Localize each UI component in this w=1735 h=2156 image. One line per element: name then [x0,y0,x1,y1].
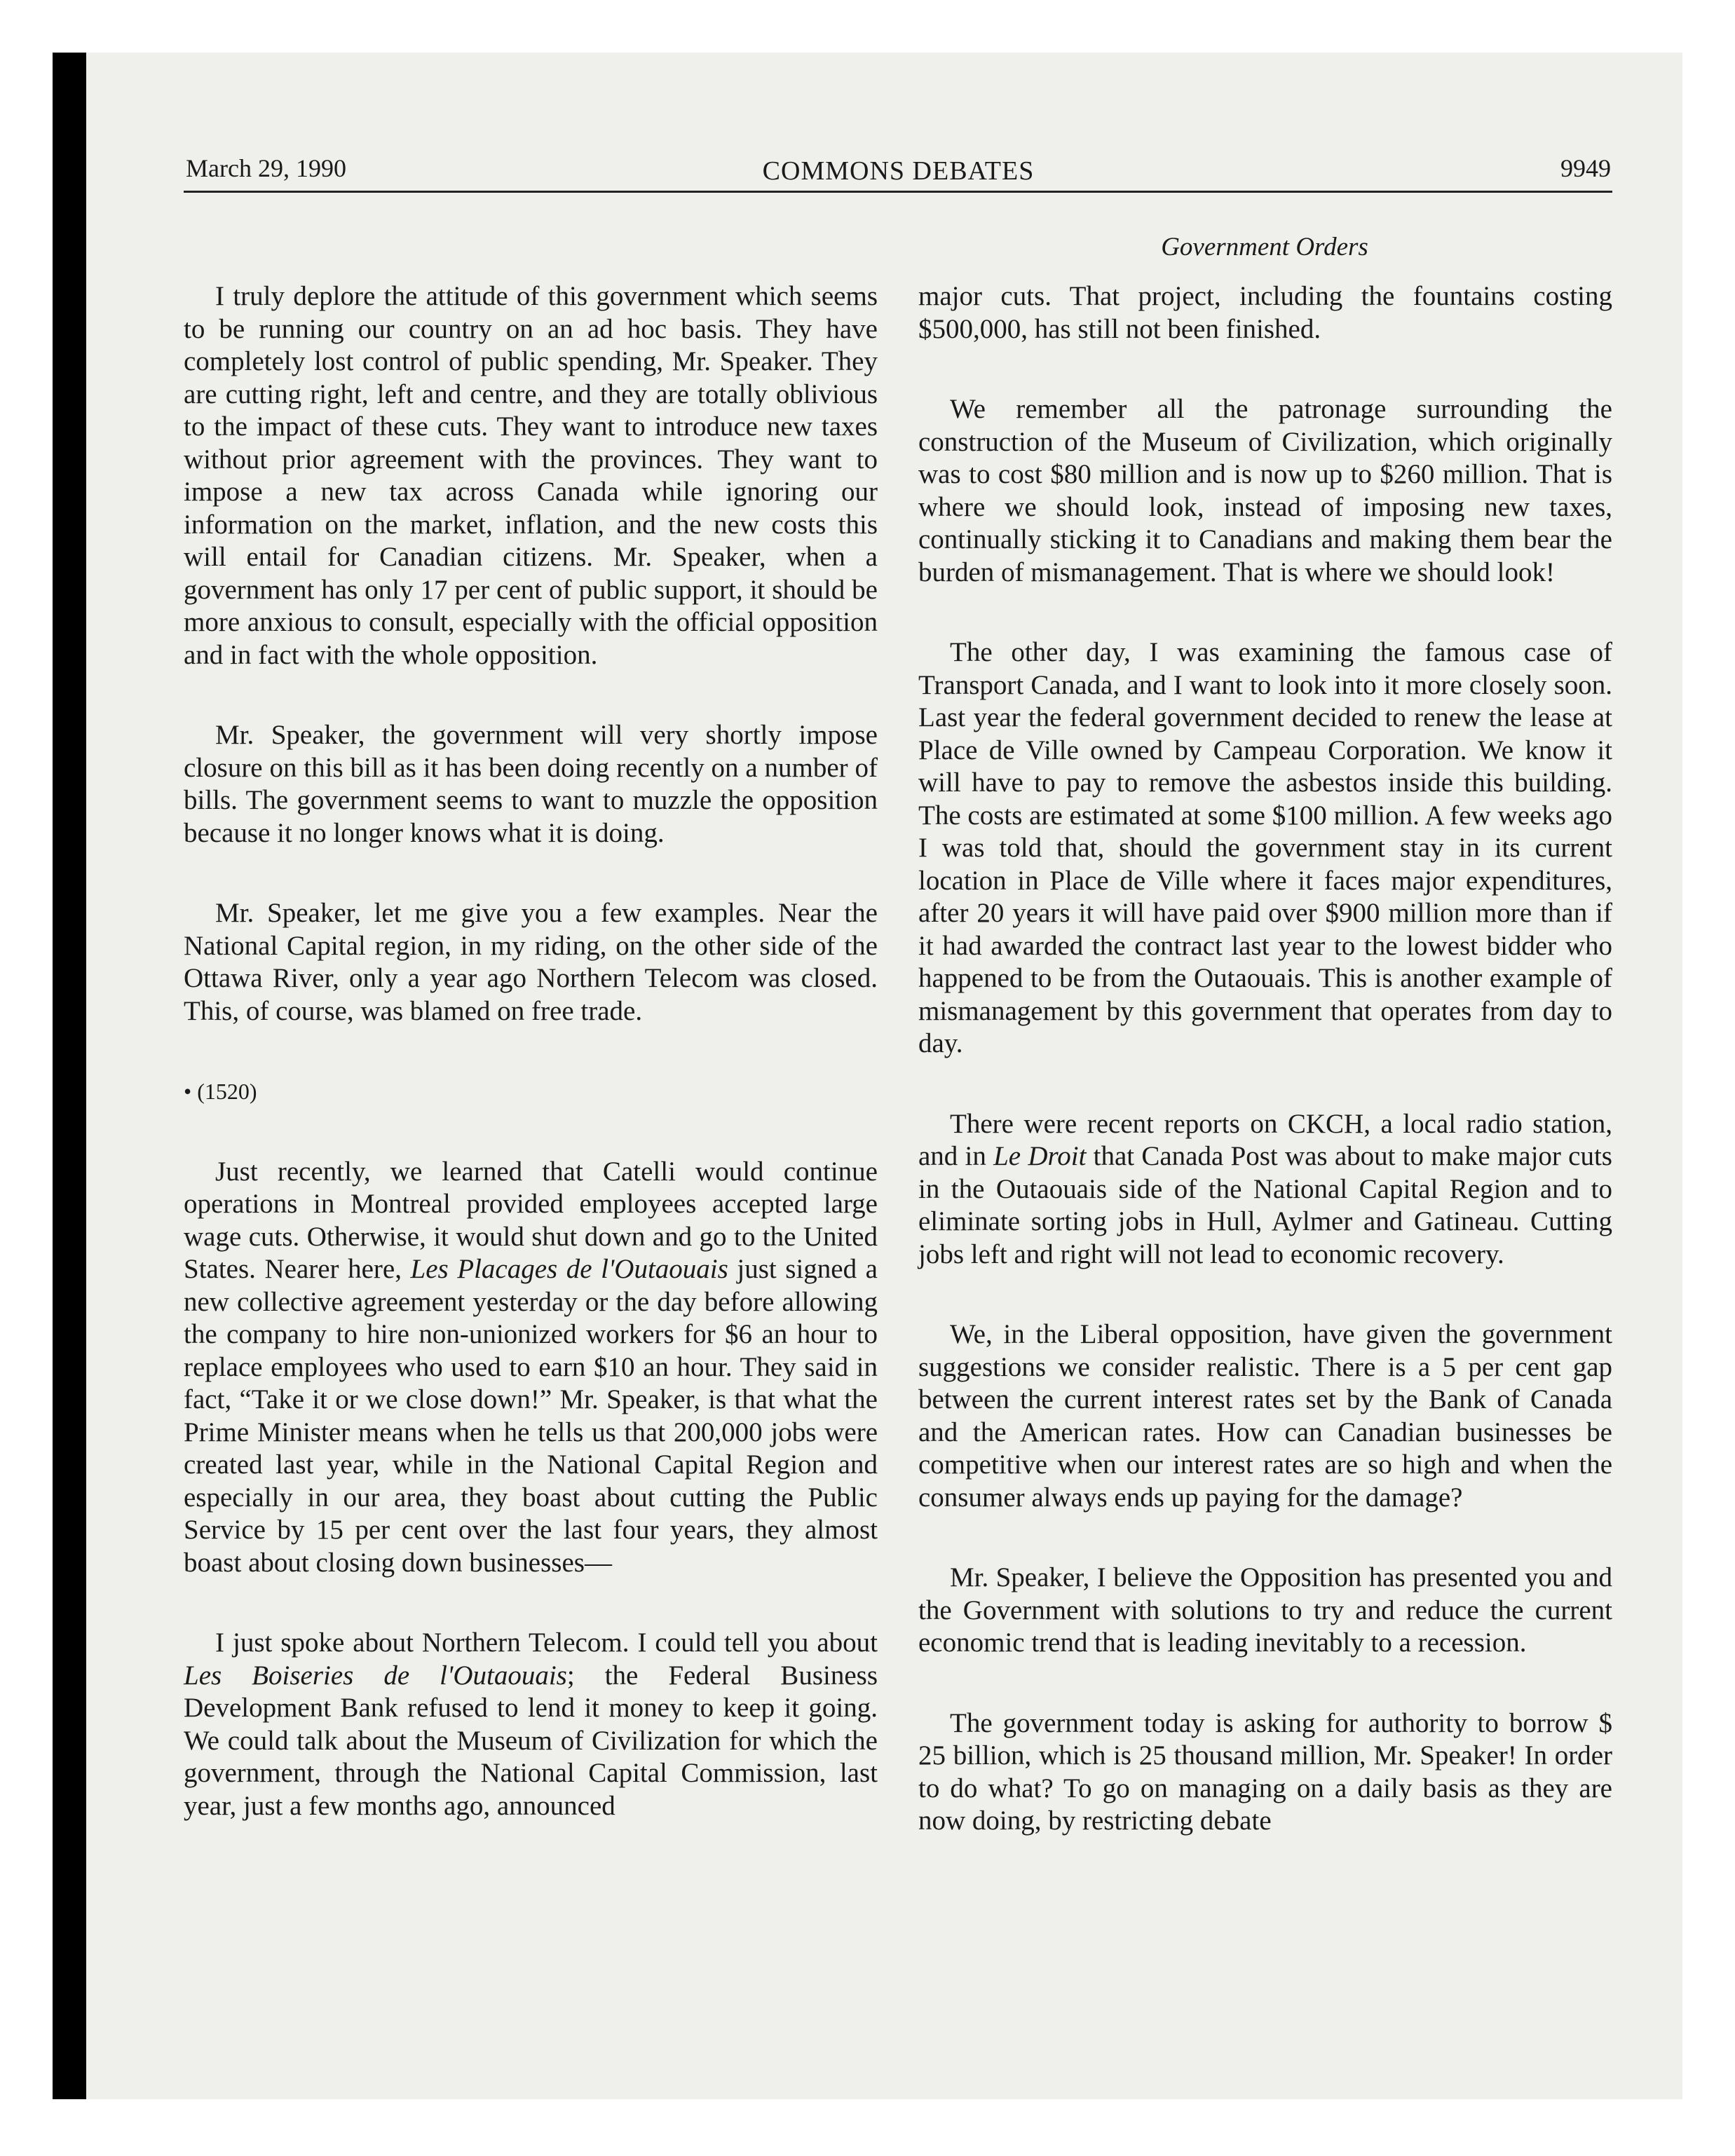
text-run: I just spoke about Northern Telecom. I could tell you about [215,1628,878,1658]
paragraph: We remember all the patronage surrounding the construction of the Museum of Civilization, which originally was to cost $80 million and is now up to $260 million. That is where we should look, instead of imposing new taxes, continually sticking it to Canadians and making them bear the burden of mismanagement. That is where we should look! [918,394,1612,587]
paragraph [918,1108,1612,1271]
header-rule [184,191,1612,193]
header-date: March 29, 1990 [186,154,346,182]
left-column [184,280,878,1870]
paragraph: We, in the Liberal opposition, have given the government suggestions we consider realistic. There is a 5 per cent gap between the current interest rates set by the Bank of Canada and the American rates. How can Canadian businesses be competitive when our interest rates are so high and when the consumer always ends up paying for the damage? [918,1319,1612,1513]
time-marker: • (1520) [184,1079,257,1104]
section-heading: Government Orders [1161,233,1368,261]
paragraph: Mr. Speaker, I believe the Opposition has presented you and the Government with solutions to try and reduce the current economic trend that is leading inevitably to a recession. [918,1562,1612,1658]
paragraph-continued: major cuts. That project, including the fountains costing $500,000, has still not been finished. [918,281,1612,344]
text-run: just signed a new collective agreement yesterday or the day before allowing the company to hire non-unionized workers for $6 an hour to replace employees who used to earn $10 an hour. They said in fact, “Take it or we close down!” Mr. Speaker, is that what the Prime Minister means when he tells us that 200,000 jobs were created last year, while in the National Capital Region and especially in our area, they boast about cutting the Public Service by 15 per cent over the last four years, they almost boast about closing down businesses— [184,1254,878,1578]
paragraph: I truly deplore the attitude of this government which seems to be running our country on an ad hoc basis. They have completely lost control of public spending, Mr. Speaker. They are cutting right, left and centre, and they are totally oblivious to the impact of these cuts. They want to introduce new taxes without prior agreement with the provinces. They want to impose a new tax across Canada while ignoring our information on the market, inflation, and the new costs this will entail for Canadian citizens. Mr. Speaker, when a government has only 17 per cent of public support, it should be more anxious to consult, especially with the official opposition and in fact with the whole opposition. [184,281,878,670]
right-column [918,280,1612,1885]
company-name-italic: Les Placages de l'Outaouais [410,1254,728,1284]
text-run: Just recently, we learned that Catelli would continue operations in Montreal provided employees accepted large wage cuts. Otherwise, it would shut down and go to the United States. Nearer here, [184,1156,878,1284]
text-run: that Canada Post was about to make major cuts in the Outaouais side of the National Capital Region and to eliminate sorting jobs in Hull, Aylmer and Gatineau. Cutting jobs left and right will not lead to economic recovery. [918,1141,1612,1269]
paragraph [184,1156,878,1580]
paragraph: The other day, I was examining the famous case of Transport Canada, and I want to look into it more closely soon. Last year the federal government decided to renew the lease at Place de Ville owned by Campeau Corporation. We know it will have to pay to remove the asbestos inside this building. The costs are estimated at some $100 million. A few weeks ago I was told that, should the government stay in its current location in Place de Ville where it faces major expenditures, after 20 years it will have paid over $900 million more than if it had awarded the contract last year to the lowest bidder who happened to be from the Outaouais. This is another example of mismanagement by this government that operates from day to day. [918,637,1612,1058]
paragraph [184,1627,878,1822]
newspaper-name-italic: Le Droit [993,1141,1087,1171]
page-number: 9949 [1560,154,1611,182]
paragraph: Mr. Speaker, let me give you a few examples. Near the National Capital region, in my riding, on the other side of the Ottawa River, only a year ago Northern Telecom was closed. This, of course, was blamed on free trade. [184,898,878,1026]
text-run: There were recent reports on CKCH, a local radio station, and in [918,1108,1612,1171]
paragraph: The government today is asking for authority to borrow $ 25 billion, which is 25 thousand million, Mr. Speaker! In order to do what? To go on managing on a daily basis as they are now doing, by restricting debate [918,1707,1612,1836]
scan-edge-bar [53,53,86,2099]
paragraph: Mr. Speaker, the government will very shortly impose closure on this bill as it has been doing recently on a number of bills. The government seems to want to muzzle the opposition because it no longer knows what it is doing. [184,720,878,848]
text-run: ; the Federal Business Development Bank refused to lend it money to keep it going. We could talk about the Museum of Civilization for which the government, through the National Capital Commission, last year, just a few months ago, announced [184,1660,878,1821]
company-name-italic: Les Boiseries de l'Outaouais [184,1660,567,1691]
running-header [186,147,1611,189]
header-title: COMMONS DEBATES [762,156,1035,186]
